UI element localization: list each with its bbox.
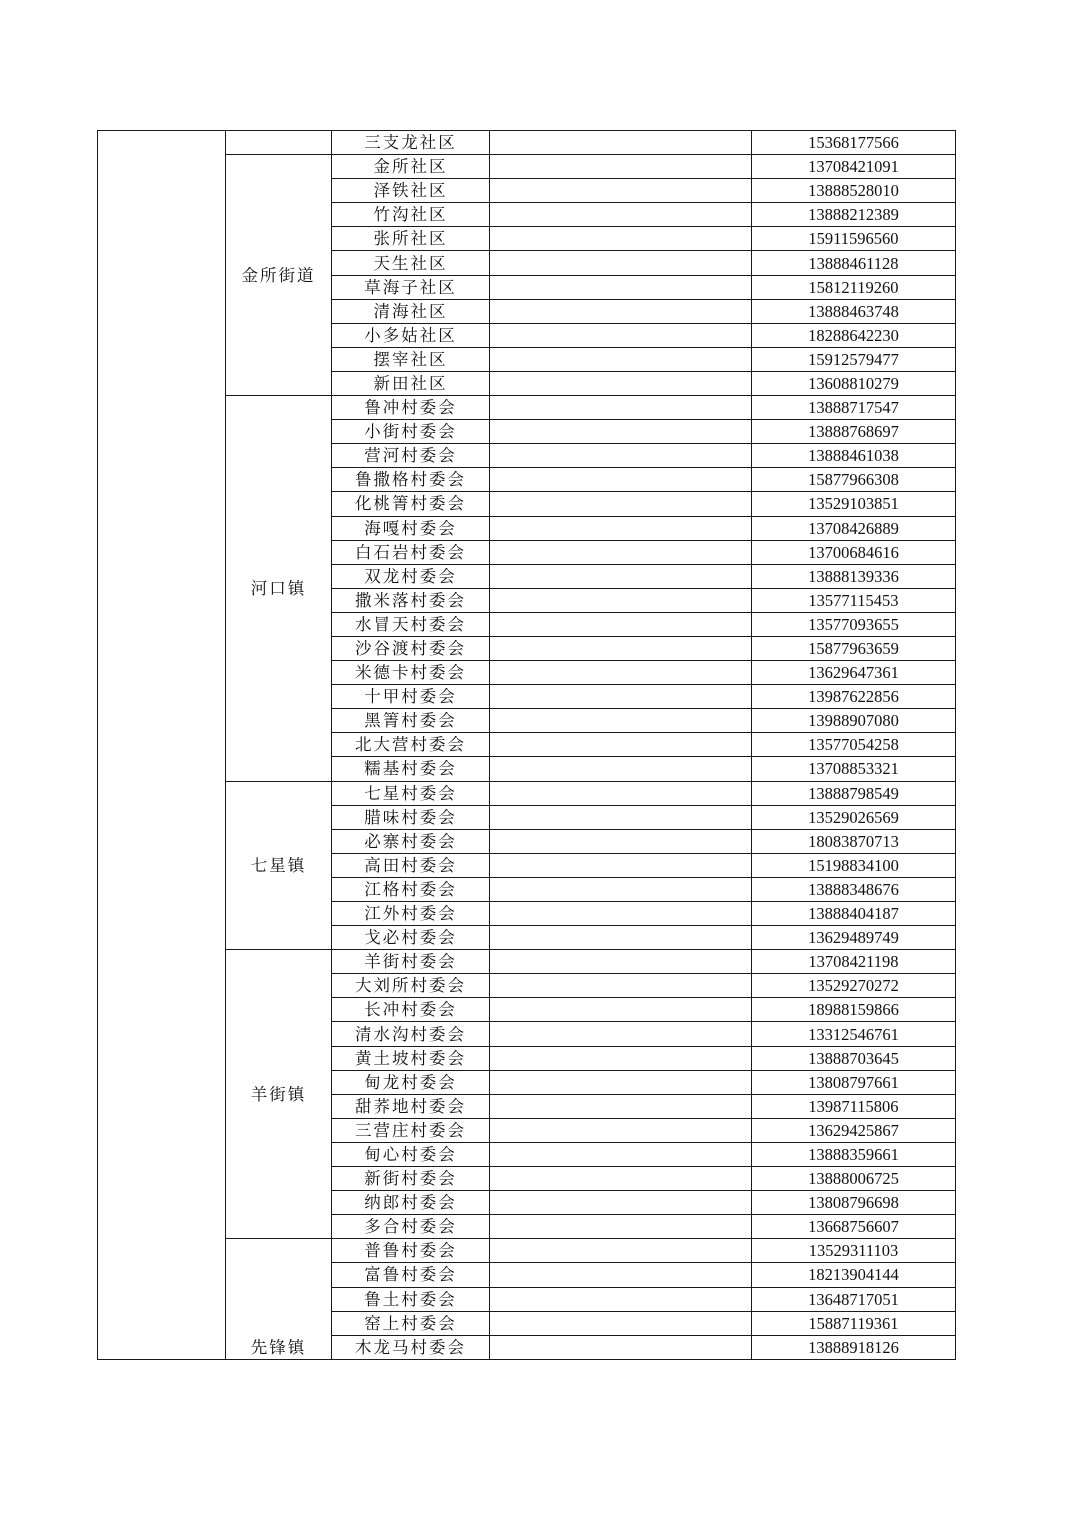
blank-cell [490,926,752,950]
blank-cell [490,877,752,901]
phone-number-cell: 18988159866 [752,998,956,1022]
community-name-cell: 江外村委会 [332,902,490,926]
phone-number-cell: 13529026569 [752,805,956,829]
community-name-cell: 北大营村委会 [332,733,490,757]
phone-number-cell: 13988907080 [752,709,956,733]
phone-number-cell: 13629489749 [752,926,956,950]
phone-number-cell: 15198834100 [752,853,956,877]
phone-number-cell: 13888717547 [752,396,956,420]
blank-cell [490,396,752,420]
community-name-cell: 摆宰社区 [332,347,490,371]
blank-cell [490,685,752,709]
community-name-cell: 清海社区 [332,299,490,323]
district-cell [98,131,226,1360]
community-name-cell: 鲁撒格村委会 [332,468,490,492]
blank-cell [490,1118,752,1142]
blank-cell [490,1046,752,1070]
community-name-cell: 黑箐村委会 [332,709,490,733]
phone-number-cell: 13529311103 [752,1239,956,1263]
phone-number-cell: 13888404187 [752,902,956,926]
phone-number-cell: 13888212389 [752,203,956,227]
community-name-cell: 鲁土村委会 [332,1287,490,1311]
phone-number-cell: 15877963659 [752,636,956,660]
blank-cell [490,371,752,395]
community-name-cell: 新田社区 [332,371,490,395]
phone-number-cell: 18213904144 [752,1263,956,1287]
blank-cell [490,492,752,516]
blank-cell [490,1263,752,1287]
community-name-cell: 普鲁村委会 [332,1239,490,1263]
community-name-cell: 竹沟社区 [332,203,490,227]
table-row [98,1239,956,1263]
town-cell: 先锋镇 [226,1239,332,1359]
blank-cell [490,299,752,323]
community-name-cell: 江格村委会 [332,877,490,901]
blank-cell [490,829,752,853]
blank-cell [490,1191,752,1215]
phone-number-cell: 13987622856 [752,685,956,709]
community-name-cell: 长冲村委会 [332,998,490,1022]
blank-cell [490,661,752,685]
blank-cell [490,588,752,612]
community-name-cell: 甸龙村委会 [332,1070,490,1094]
blank-cell [490,805,752,829]
table-row [98,950,956,974]
phone-number-cell: 13888703645 [752,1046,956,1070]
blank-cell [490,1311,752,1335]
phone-number-cell: 13888006725 [752,1167,956,1191]
community-name-cell: 七星村委会 [332,781,490,805]
community-name-cell: 黄土坡村委会 [332,1046,490,1070]
community-name-cell: 米德卡村委会 [332,661,490,685]
blank-cell [490,540,752,564]
blank-cell [490,1215,752,1239]
phone-number-cell: 13629647361 [752,661,956,685]
phone-number-cell: 13608810279 [752,371,956,395]
phone-number-cell: 13808797661 [752,1070,956,1094]
blank-cell [490,1094,752,1118]
contact-directory-table [97,130,956,1360]
community-name-cell: 海嘎村委会 [332,516,490,540]
phone-number-cell: 13629425867 [752,1118,956,1142]
phone-number-cell: 18288642230 [752,323,956,347]
phone-number-cell: 13648717051 [752,1287,956,1311]
blank-cell [490,998,752,1022]
phone-number-cell: 13668756607 [752,1215,956,1239]
community-name-cell: 营河村委会 [332,444,490,468]
blank-cell [490,636,752,660]
town-cell: 羊街镇 [226,950,332,1239]
community-name-cell: 大刘所村委会 [332,974,490,998]
community-name-cell: 化桃箐村委会 [332,492,490,516]
phone-number-cell: 13888918126 [752,1335,956,1359]
blank-cell [490,1022,752,1046]
phone-number-cell: 13529103851 [752,492,956,516]
phone-number-cell: 13987115806 [752,1094,956,1118]
blank-cell [490,1070,752,1094]
blank-cell [490,564,752,588]
town-cell [226,131,332,155]
community-name-cell: 木龙马村委会 [332,1335,490,1359]
directory-body [98,131,956,1360]
blank-cell [490,203,752,227]
table-row [98,131,956,155]
phone-number-cell: 13577054258 [752,733,956,757]
blank-cell [490,468,752,492]
phone-number-cell: 13888461038 [752,444,956,468]
phone-number-cell: 15911596560 [752,227,956,251]
community-name-cell: 富鲁村委会 [332,1263,490,1287]
blank-cell [490,757,752,781]
phone-number-cell: 13888798549 [752,781,956,805]
community-name-cell: 天生社区 [332,251,490,275]
blank-cell [490,1287,752,1311]
community-name-cell: 沙谷渡村委会 [332,636,490,660]
phone-number-cell: 15368177566 [752,131,956,155]
phone-number-cell: 13888139336 [752,564,956,588]
phone-number-cell: 13312546761 [752,1022,956,1046]
phone-number-cell: 13700684616 [752,540,956,564]
community-name-cell: 新街村委会 [332,1167,490,1191]
phone-number-cell: 13888768697 [752,420,956,444]
community-name-cell: 高田村委会 [332,853,490,877]
phone-number-cell: 13888463748 [752,299,956,323]
community-name-cell: 十甲村委会 [332,685,490,709]
phone-number-cell: 13708421198 [752,950,956,974]
blank-cell [490,275,752,299]
blank-cell [490,733,752,757]
community-name-cell: 草海子社区 [332,275,490,299]
blank-cell [490,420,752,444]
phone-number-cell: 15912579477 [752,347,956,371]
blank-cell [490,1335,752,1359]
town-cell: 金所街道 [226,155,332,396]
community-name-cell: 双龙村委会 [332,564,490,588]
blank-cell [490,612,752,636]
phone-number-cell: 13808796698 [752,1191,956,1215]
table-row [98,396,956,420]
community-name-cell: 甸心村委会 [332,1142,490,1166]
blank-cell [490,227,752,251]
community-name-cell: 白石岩村委会 [332,540,490,564]
blank-cell [490,179,752,203]
community-name-cell: 鲁冲村委会 [332,396,490,420]
phone-number-cell: 13888528010 [752,179,956,203]
community-name-cell: 纳郎村委会 [332,1191,490,1215]
phone-number-cell: 15812119260 [752,275,956,299]
community-name-cell: 撒米落村委会 [332,588,490,612]
community-name-cell: 泽铁社区 [332,179,490,203]
blank-cell [490,781,752,805]
community-name-cell: 三支龙社区 [332,131,490,155]
blank-cell [490,1167,752,1191]
town-cell: 七星镇 [226,781,332,950]
community-name-cell: 小多姑社区 [332,323,490,347]
phone-number-cell: 13708421091 [752,155,956,179]
phone-number-cell: 18083870713 [752,829,956,853]
community-name-cell: 甜荞地村委会 [332,1094,490,1118]
blank-cell [490,1239,752,1263]
blank-cell [490,251,752,275]
phone-number-cell: 15887119361 [752,1311,956,1335]
phone-number-cell: 13529270272 [752,974,956,998]
community-name-cell: 小街村委会 [332,420,490,444]
town-cell: 河口镇 [226,396,332,782]
community-name-cell: 清水沟村委会 [332,1022,490,1046]
phone-number-cell: 13577093655 [752,612,956,636]
blank-cell [490,323,752,347]
community-name-cell: 糯基村委会 [332,757,490,781]
phone-number-cell: 15877966308 [752,468,956,492]
community-name-cell: 金所社区 [332,155,490,179]
blank-cell [490,974,752,998]
phone-number-cell: 13888461128 [752,251,956,275]
blank-cell [490,902,752,926]
blank-cell [490,131,752,155]
community-name-cell: 羊街村委会 [332,950,490,974]
phone-number-cell: 13888359661 [752,1142,956,1166]
blank-cell [490,1142,752,1166]
blank-cell [490,853,752,877]
blank-cell [490,709,752,733]
phone-number-cell: 13708853321 [752,757,956,781]
community-name-cell: 多合村委会 [332,1215,490,1239]
community-name-cell: 戈必村委会 [332,926,490,950]
community-name-cell: 必寨村委会 [332,829,490,853]
community-name-cell: 腊味村委会 [332,805,490,829]
phone-number-cell: 13708426889 [752,516,956,540]
community-name-cell: 张所社区 [332,227,490,251]
blank-cell [490,444,752,468]
blank-cell [490,155,752,179]
table-row [98,781,956,805]
community-name-cell: 三营庄村委会 [332,1118,490,1142]
table-row [98,155,956,179]
phone-number-cell: 13888348676 [752,877,956,901]
community-name-cell: 水冒天村委会 [332,612,490,636]
blank-cell [490,950,752,974]
blank-cell [490,347,752,371]
blank-cell [490,516,752,540]
phone-number-cell: 13577115453 [752,588,956,612]
community-name-cell: 窑上村委会 [332,1311,490,1335]
